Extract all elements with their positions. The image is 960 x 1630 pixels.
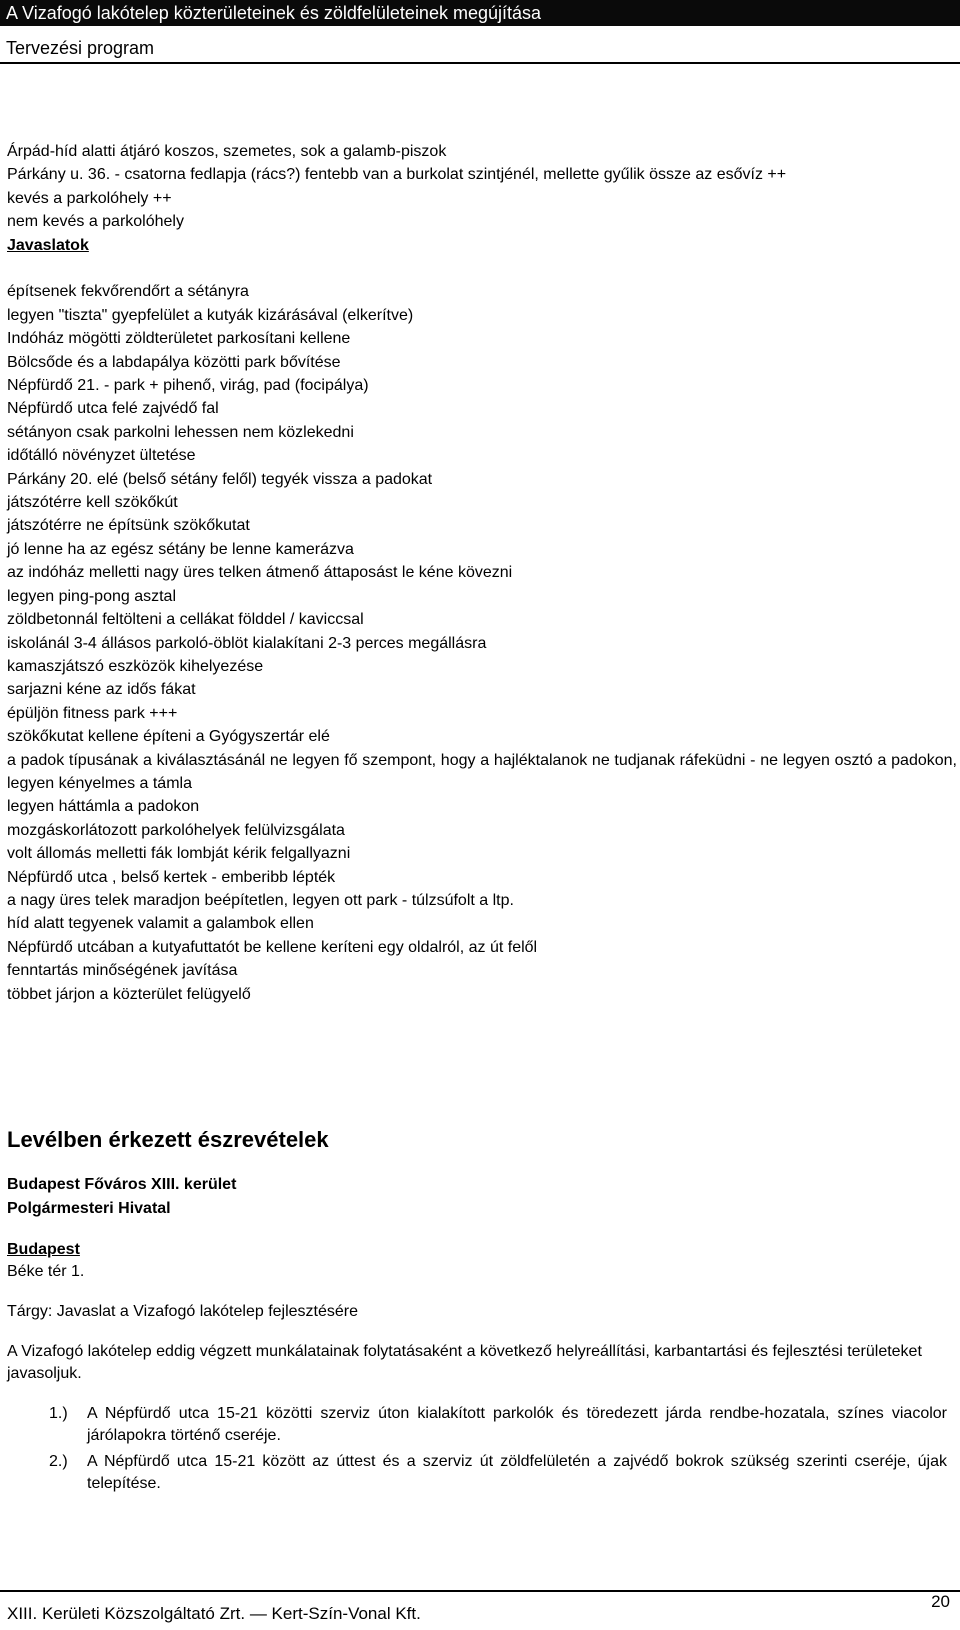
suggestion-line: játszótérre kell szökőkút bbox=[7, 494, 178, 512]
notes-list bbox=[7, 140, 957, 1006]
note-line: kevés a parkolóhely ++ bbox=[7, 189, 172, 207]
suggestion-line: időtálló növényzet ültetése bbox=[7, 447, 196, 465]
note-line: Árpád-híd alatti átjáró koszos, szemetes, sok a galamb-piszok bbox=[7, 143, 447, 160]
suggestion-line: Bölcsőde és a labdapálya közötti park bővítése bbox=[7, 353, 341, 371]
letter-subject: Tárgy: Javaslat a Vizafogó lakótelep fejlesztésére bbox=[7, 1303, 359, 1320]
suggestion-line: Indóház mögötti zöldterületet parkosítani kellene bbox=[7, 330, 351, 348]
letter-recipient bbox=[7, 1173, 947, 1221]
suggestion-line: épüljön fitness park +++ bbox=[7, 704, 178, 722]
suggestion-line: játszótérre ne építsünk szökőkutat bbox=[7, 517, 250, 535]
suggestion-line: Népfürdő utca felé zajvédő fal bbox=[7, 400, 219, 418]
letter-section bbox=[7, 1125, 947, 1499]
suggestion-line: legyen "tiszta" gyepfelület a kutyák kizárásával (elkerítve) bbox=[7, 306, 414, 324]
footer-rule bbox=[0, 1590, 960, 1592]
recipient-line: Polgármesteri Hivatal bbox=[7, 1200, 171, 1217]
document-title: A Vizafogó lakótelep közterületeinek és zöldfelületeinek megújítása bbox=[0, 0, 960, 26]
note-line: nem kevés a parkolóhely bbox=[7, 213, 184, 231]
document-subtitle: Tervezési program bbox=[6, 38, 155, 58]
letter-item-text: A Népfürdő utca 15-21 között az úttest és a szerviz út zöldfelületén a zajvédő bokrok szükség szerinti cseréje, újak telepítése. bbox=[87, 1453, 947, 1492]
suggestion-line: az indóház melletti nagy üres telken átmenő áttaposást le kéne kövezni bbox=[7, 564, 513, 582]
letter-item bbox=[7, 1403, 947, 1447]
suggestion-line: legyen háttámla a padokon bbox=[7, 798, 200, 816]
suggestion-line: híd alatt tegyenek valamit a galambok ellen bbox=[7, 915, 314, 933]
suggestion-line: a padok típusának a kiválasztásánál ne legyen fő szempont, hogy a hajléktalanok ne tudjanak ráfeküdni - ne legyen osztó a padokon, legyen kényelmes a támla bbox=[7, 751, 957, 792]
page-footer bbox=[0, 1590, 960, 1630]
suggestion-line: többet járjon a közterület felügyelő bbox=[7, 985, 251, 1003]
note-line: Párkány u. 36. - csatorna fedlapja (rács?) fentebb van a burkolat szintjénél, mellette gyűlik össze az esővíz ++ bbox=[7, 166, 787, 184]
suggestion-line: legyen ping-pong asztal bbox=[7, 587, 177, 605]
letter-items bbox=[7, 1403, 947, 1495]
letter-item-text: A Népfürdő utca 15-21 közötti szerviz úton kialakított parkolók és töredezett járda rendbe-hozatala, színes viacolor járólapokra történő cseréje. bbox=[87, 1405, 947, 1444]
suggestion-line: Népfürdő 21. - park + pihenő, virág, pad (focipálya) bbox=[7, 377, 369, 395]
suggestion-line: volt állomás melletti fák lombját kérik felgallyazni bbox=[7, 845, 351, 863]
suggestion-line: fenntartás minőségének javítása bbox=[7, 962, 238, 980]
letter-item-number: 2.) bbox=[49, 1453, 68, 1470]
letter-intro: A Vizafogó lakótelep eddig végzett munkálatainak folytatásaként a következő helyreállítási, karbantartási és fejlesztési területeket javasoljuk. bbox=[7, 1343, 922, 1382]
recipient-city: Budapest bbox=[7, 1241, 80, 1258]
recipient-address: Béke tér 1. bbox=[7, 1263, 85, 1280]
suggestion-line: sétányon csak parkolni lehessen nem közlekedni bbox=[7, 423, 354, 441]
suggestion-line: szökőkutat kellene építeni a Gyógyszertár elé bbox=[7, 728, 330, 746]
suggestion-line: Népfürdő utcában a kutyafuttatót be kellene keríteni egy oldalról, az út felől bbox=[7, 938, 538, 956]
letter-item bbox=[7, 1451, 947, 1495]
suggestion-line: mozgáskorlátozott parkolóhelyek felülvizsgálata bbox=[7, 821, 345, 839]
suggestion-line: Párkány 20. elé (belső sétány felől) tegyék vissza a padokat bbox=[7, 470, 433, 488]
blank-line bbox=[7, 257, 957, 280]
suggestion-line: iskolánál 3-4 állásos parkoló-öblöt kialakítani 2-3 perces megállásra bbox=[7, 634, 487, 652]
suggestion-line: építsenek fekvőrendőrt a sétányra bbox=[7, 283, 249, 301]
header-rule bbox=[0, 62, 960, 64]
letter-item-number: 1.) bbox=[49, 1405, 68, 1422]
recipient-line: Budapest Főváros XIII. kerület bbox=[7, 1176, 237, 1193]
footer-text: XIII. Kerületi Közszolgáltató Zrt. — Kert-Szín-Vonal Kft. bbox=[7, 1604, 421, 1623]
page-number: 20 bbox=[931, 1592, 950, 1611]
suggestion-line: jó lenne ha az egész sétány be lenne kamerázva bbox=[7, 540, 354, 558]
suggestion-line: kamaszjátszó eszközök kihelyezése bbox=[7, 657, 264, 675]
suggestions-heading: Javaslatok bbox=[7, 236, 89, 254]
suggestion-line: zöldbetonnál feltölteni a cellákat földdel / kaviccsal bbox=[7, 611, 364, 629]
suggestion-line: sarjazni kéne az idős fákat bbox=[7, 681, 196, 699]
letter-section-heading: Levélben érkezett észrevételek bbox=[7, 1127, 329, 1152]
suggestion-line: Népfürdő utca , belső kertek - emberibb lépték bbox=[7, 868, 336, 886]
suggestion-line: a nagy üres telek maradjon beépítetlen, legyen ott park - túlzsúfolt a ltp. bbox=[7, 891, 514, 909]
